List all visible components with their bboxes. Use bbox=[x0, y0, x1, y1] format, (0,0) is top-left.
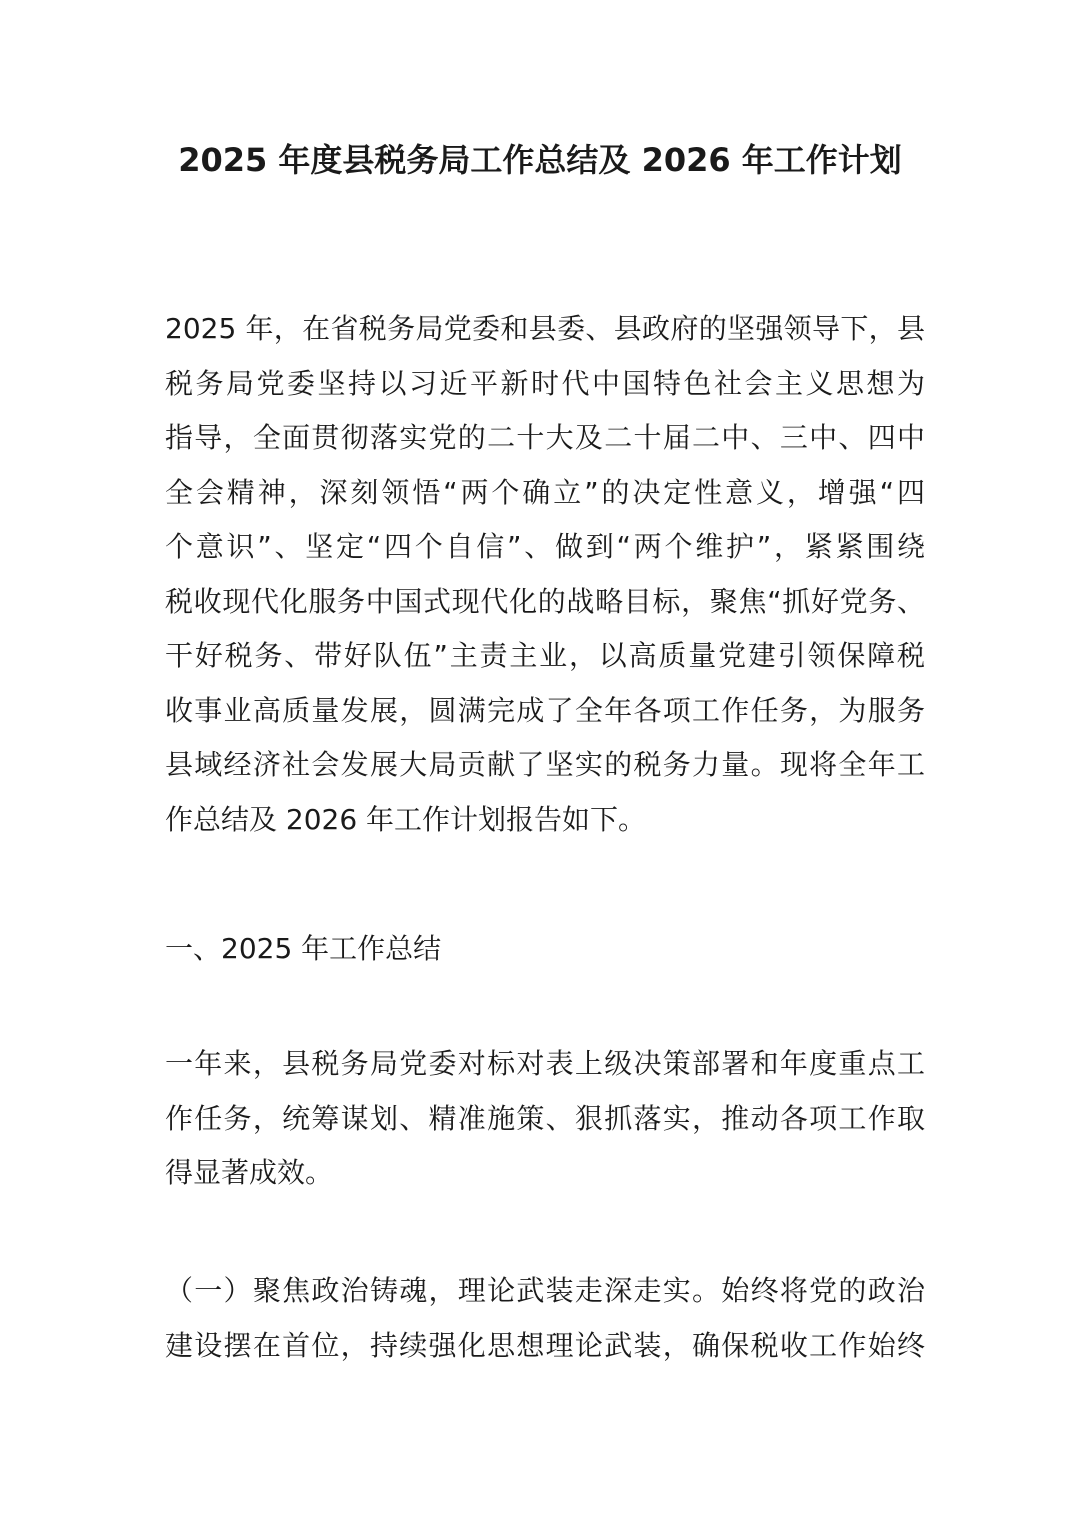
section-heading-text: 一、2025 年工作总结 bbox=[165, 932, 442, 965]
intro-line: 全会精神，深刻领悟“两个确立”的决定性意义，增强“四 bbox=[165, 475, 925, 509]
intro-line: 个意识”、坚定“四个自信”、做到“两个维护”，紧紧围绕 bbox=[165, 530, 925, 563]
summary-line: 作任务，统筹谋划、精准施策、狠抓落实，推动各项工作取 bbox=[165, 1101, 925, 1135]
intro-line: 指导，全面贯彻落实党的二十大及二十届二中、三中、四中 bbox=[165, 421, 925, 454]
subsection-line: 建设摆在首位，持续强化思想理论武装，确保税收工作始终 bbox=[165, 1328, 925, 1362]
intro-paragraph bbox=[165, 302, 925, 847]
intro-line: 干好税务、带好队伍”主责主业，以高质量党建引领保障税 bbox=[165, 639, 925, 672]
subsection-line: （一）聚焦政治铸魂，理论武装走深走实。始终将党的政治 bbox=[165, 1274, 925, 1307]
intro-line: 收事业高质量发展，圆满完成了全年各项工作任务，为服务 bbox=[165, 693, 925, 727]
summary-line: 得显著成效。 bbox=[165, 1156, 334, 1189]
intro-line: 作总结及 2026 年工作计划报告如下。 bbox=[165, 802, 647, 836]
intro-line: 税务局党委坚持以习近平新时代中国特色社会主义思想为 bbox=[165, 366, 925, 400]
document-title: 2025 年度县税务局工作总结及 2026 年工作计划 bbox=[178, 141, 902, 179]
intro-line: 县域经济社会发展大局贡献了坚实的税务力量。现将全年工 bbox=[165, 748, 925, 781]
subsection-paragraph bbox=[165, 1264, 925, 1373]
intro-line: 2025 年，在省税务局党委和县委、县政府的坚强领导下，县 bbox=[165, 312, 925, 345]
intro-line: 税收现代化服务中国式现代化的战略目标，聚焦“抓好党务、 bbox=[165, 584, 925, 618]
summary-line: 一年来，县税务局党委对标对表上级决策部署和年度重点工 bbox=[165, 1047, 925, 1080]
section-heading bbox=[165, 922, 925, 977]
summary-paragraph bbox=[165, 1037, 925, 1201]
